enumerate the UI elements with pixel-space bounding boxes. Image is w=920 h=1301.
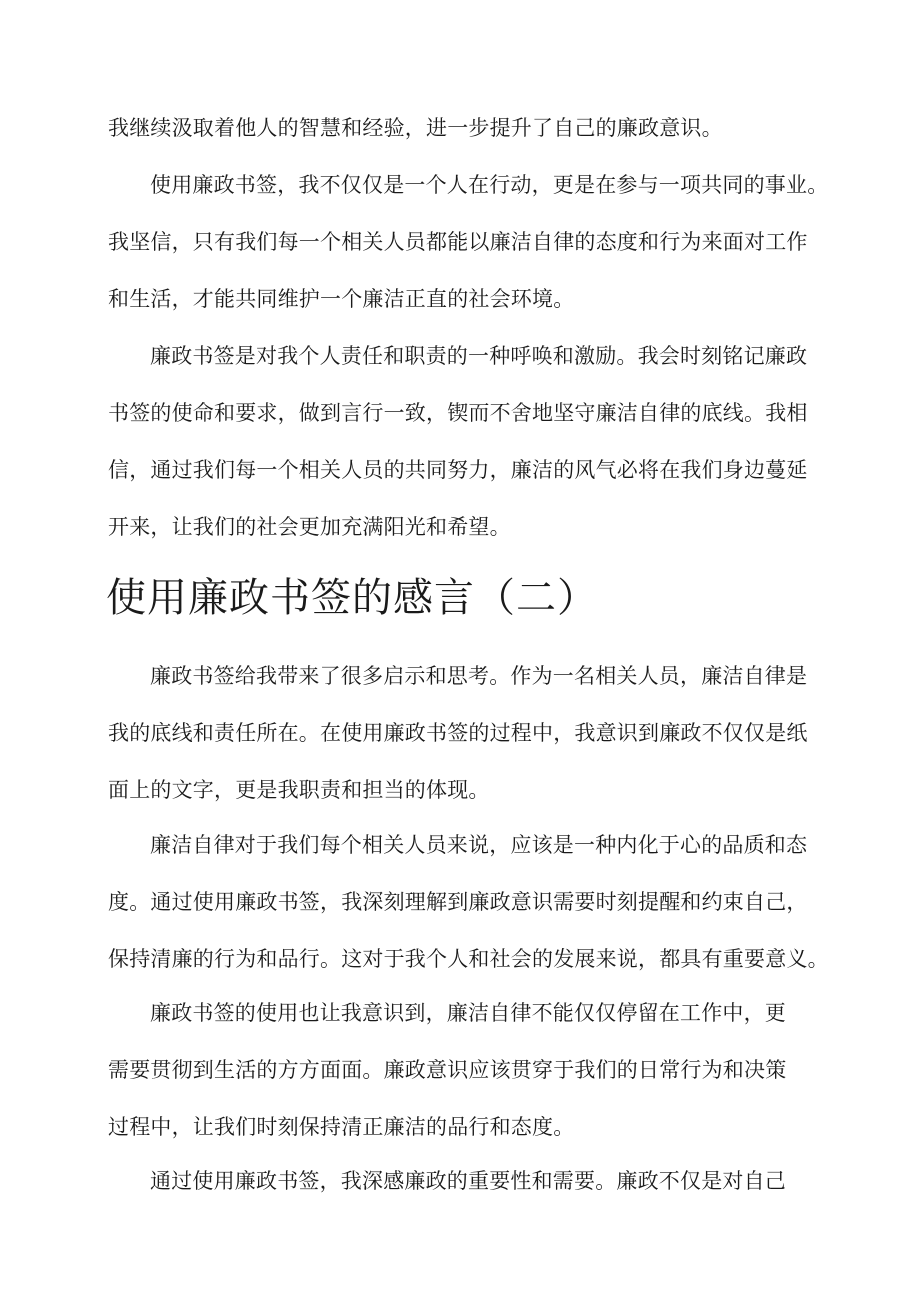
text-line: 开来，让我们的社会更加充满阳光和希望。 [108,515,511,539]
text-line: 需要贯彻到生活的方方面面。廉政意识应该贯穿于我们的日常行为和决策 [108,1058,787,1082]
paragraph-inspiration [108,648,820,819]
paragraph-importance [108,1153,820,1210]
text-line: 书签的使命和要求，做到言行一致，锲而不舍地坚守廉洁自律的底线。我相 [108,401,808,425]
paragraph-continuation [108,100,820,157]
text-line: 度。通过使用廉政书签，我深刻理解到廉政意识需要时刻提醒和约束自己， [108,890,808,914]
text-line: 廉洁自律对于我们每个相关人员来说，应该是一种内化于心的品质和态 [150,833,808,857]
text-line: 廉政书签的使用也让我意识到，廉洁自律不能仅仅停留在工作中，更 [150,1001,786,1025]
text-line: 我继续汲取着他人的智慧和经验，进一步提升了自己的廉政意识。 [108,116,723,140]
text-line: 过程中，让我们时刻保持清正廉洁的品行和态度。 [108,1115,575,1139]
paragraph-responsibility [108,328,820,556]
text-line: 廉政书签是对我个人责任和职责的一种呼唤和激励。我会时刻铭记廉政 [150,344,808,368]
paragraph-daily-life [108,985,820,1156]
text-line: 和生活，才能共同维护一个廉洁正直的社会环境。 [108,287,575,311]
text-line: 保持清廉的行为和品行。这对于我个人和社会的发展来说，都具有重要意义。 [108,947,829,971]
text-line: 面上的文字，更是我职责和担当的体现。 [108,778,490,802]
text-line: 信，通过我们每一个相关人员的共同努力，廉洁的风气必将在我们身边蔓延 [108,458,808,482]
paragraph-collective-effort [108,157,829,328]
text-line: 通过使用廉政书签，我深感廉政的重要性和需要。廉政不仅是对自己 [150,1169,786,1193]
text-line: 使用廉政书签，我不仅仅是一个人在行动，更是在参与一项共同的事业。 [150,173,829,197]
text-line: 我坚信，只有我们每一个相关人员都能以廉洁自律的态度和行为来面对工作 [108,230,808,254]
text-line: 我的底线和责任所在。在使用廉政书签的过程中，我意识到廉政不仅仅是纸 [108,721,808,745]
section-heading: 使用廉政书签的感言（二） [106,575,598,621]
text-line: 廉政书签给我带来了很多启示和思考。作为一名相关人员，廉洁自律是 [150,664,808,688]
paragraph-self-discipline [108,817,829,988]
